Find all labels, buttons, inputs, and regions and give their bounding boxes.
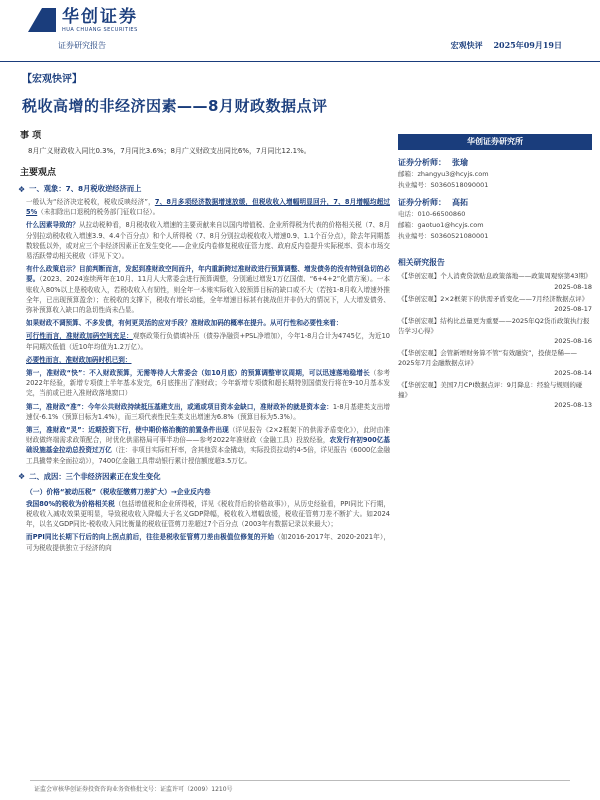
paragraph: 必要性而言，准财政加码时机已到： xyxy=(26,355,132,364)
institute-banner: 华创证券研究所 xyxy=(398,134,592,150)
related-reports-heading: 相关研究报告 xyxy=(398,258,445,267)
event-heading: 事 项 xyxy=(20,131,42,141)
related-report[interactable]: 《【华创宏观】2×2框架下的供需矛盾变化——7月经济数据点评》 2025-08-17 xyxy=(398,294,592,313)
main-content xyxy=(18,62,390,553)
paragraph: 第三，准财政“灵”：近期投资下行，使中期价格治衡的前置条件出现（详见报告《2×2框架下的供需矛盾变化》），此时由准财政做终端需求政策配合，时优化供需格局可事半功倍——参考2022年准财政（金融工具）投放经验，农发行有初900亿基础设施基金拉动总投资过万亿（注：非项目实际杠杆率，含其他资本金撬动，实际投资拉动约4-5倍，详见报告《6000亿金融工具撬带来全面拉动》），7400亿金融工具带动银行累计授信额度超3.5万亿。 xyxy=(26,426,391,465)
related-report[interactable]: 《【华创宏观】会管新增财务算不管“有效融资”，投债是稀——2025年7月金融数据点评》 2025-08-14 xyxy=(398,349,592,377)
paragraph: 而PPI同比长期下行后的向上拐点前后，往往是税收征管剪刀差由极值位修复的开始（如2016-2017年、2020-2021年），可为税收提供独立于经济的向 xyxy=(26,533,390,552)
related-report[interactable]: 《【华创宏观】个人消费贷款贴息政策落地——政策周观察第43期》 2025-08-18 xyxy=(398,272,592,291)
footer: 证监会审核华创证券投资咨询业务资格批文号：证监许可（2009）1210号 xyxy=(30,780,570,793)
report-type: 证券研究报告 xyxy=(58,41,106,50)
column-name: 宏观快评 xyxy=(450,40,483,50)
sidebar xyxy=(398,62,592,409)
point-1-title: ❖ 一、观象：7、8月税收逆经济而上 xyxy=(18,184,142,194)
paragraph: 什么因素导致的？从拉动税种看，8月税收收入增速的主要贡献来自以国内增值税、企业所得税为代表的价格相关税（7、8月分别拉动税收收入增速3.9、4.4个百分点）和个人所得税（7、8月分别拉动税收收入增速0.9、1.1个百分点），除去年同期基数较低以外，或对应三个非经济因素正在发生变化——企业反内卷修复税收征管力度、政府反内卷提升实际税率、资本市场交易活跃带动相关税收（详见下文）。 xyxy=(26,221,391,261)
event-text: 8月广义财政收入同比0.3%，7月同比3.6%；8月广义财政支出同比6%，7月同比12.1%。 xyxy=(28,147,311,155)
related-report[interactable]: 《【华创宏观】美国7月CPI数据点评：9月降息：经验与规则的碰撞》 2025-08-13 xyxy=(398,381,592,409)
logo-mark-icon xyxy=(28,8,56,32)
paragraph: 有什么政策启示？目前判断而言，发起到准财政空间而升，年内重新跨过准财政进行预算调整、增发债务的没有特别急切的必要。（2023、2024连续两年在10月、11月人大常委会进行预算调整，分别通过增发1万亿国债、“6+4+2”化债方案）。一本账收入80%以上是税收收入，若税收收入有韧性，则全年一本账实际收入较预算目标的缺口或不大（若按1-8月收入增速外推全年，已出现预算盈余）；在税收的支撑下，税收有增长动能，全年增速目标甚有挑战但并非仍大的情况下，人大增发债务、弥补预算收入缺口的急切性尚未凸显。 xyxy=(26,265,391,315)
analyst-2: 证券分析师： 高拓 xyxy=(398,198,468,207)
logo-english: HUA CHUANG SECURITIES xyxy=(62,27,138,33)
report-date: 2025年09月19日 xyxy=(493,40,562,50)
paragraph: 一般认为“经济决定税收，税收反映经济”，7、8月多项经济数据增速放缓，但税收收入增幅明显回升，7、8月增幅均超过5%（未扣除出口退税的税务部门征收口径）。 xyxy=(26,198,390,217)
diamond-bullet-icon: ❖ xyxy=(18,184,26,194)
analyst-1: 证券分析师： 张瑜 xyxy=(398,158,468,167)
paragraph: 我国80%的税收为价格相关税（包括增值税和企业所得税，详见《税收背后的价格故事》），从历史经验看，PPI同比下行期，税收收入减收效果更明显，导致税收收入降幅大于名义GDP降幅，税收收入增幅放缓，税收征管剪刀差不断扩大。如2024年，以名义GDP同比-税收收入同比衡量的税收征管剪刀差超过7个百分点（2003年有数据记录以来最大）； xyxy=(26,499,390,529)
report-title: 税收高增的非经济因素——8月财政数据点评 xyxy=(22,97,328,115)
point-2-title: ❖ 二、成因：三个非经济因素正在发生变化 xyxy=(18,471,161,482)
subheading: （一）价格“被动压税”（税收征缴剪刀差扩大）→企业反内卷 xyxy=(26,487,211,496)
analyst-1-license: 执业编号：S0360518090001 xyxy=(398,181,489,189)
header-meta xyxy=(443,40,562,51)
paragraph: 第一，准财政“快”：不入财政预算，无需等待人大常委会（如10月底）的预算调整审议周期，可以迅速落地稳增长（参考2022年经验，新增专项债上半年基本发完，6月底推出了准财政；今年新增专项债和超长期特别国债发行将在9-10月基本发完，当前或已进入准财政落地窗口） xyxy=(26,369,390,398)
analyst-1-email: 邮箱：zhangyu3@hcyjs.com xyxy=(398,170,489,178)
report-header xyxy=(0,0,600,62)
logo-chinese: 华创证券 xyxy=(62,7,138,27)
company-logo xyxy=(28,8,138,33)
key-points-heading: 主要观点 xyxy=(20,168,57,178)
analyst-2-license: 执业编号：S0360521080001 xyxy=(398,232,489,240)
analyst-2-email: 邮箱：gaotuo1@hcyjs.com xyxy=(398,221,484,229)
paragraph: 第二，准财政“准”：今年公共财政持续抵压基建支出，或通或项目资本金缺口，准财政补的就是资本金：1-8月基建类支出增速仅-6.1%（预算目标为1.4%），而三项代表性民生类支出增速为6.8%（预算目标为5.3%）。 xyxy=(26,402,390,421)
paragraph: 如果财政不调预算、不多发债，有何更灵活的应对手段？准财政加码的概率在提升。从可行性和必要性来看： xyxy=(26,319,343,328)
paragraph: 可行性而言，准财政加码空间充足：观察政策行负债填补压（债券净融资+PSL净增加），今年1-8月合计为4745亿，为近10年同期次低值（近10年均值为1.2万亿）。 xyxy=(26,332,391,351)
report-category: 【宏观快评】 xyxy=(22,74,82,85)
related-report[interactable]: 《【华创宏观】结构比总量更为重要——2025年Q2货币政策执行报告学习心得》 2025-08-16 xyxy=(398,317,592,345)
analyst-2-phone: 电话：010-66500860 xyxy=(398,210,466,218)
diamond-bullet-icon: ❖ xyxy=(18,472,26,482)
